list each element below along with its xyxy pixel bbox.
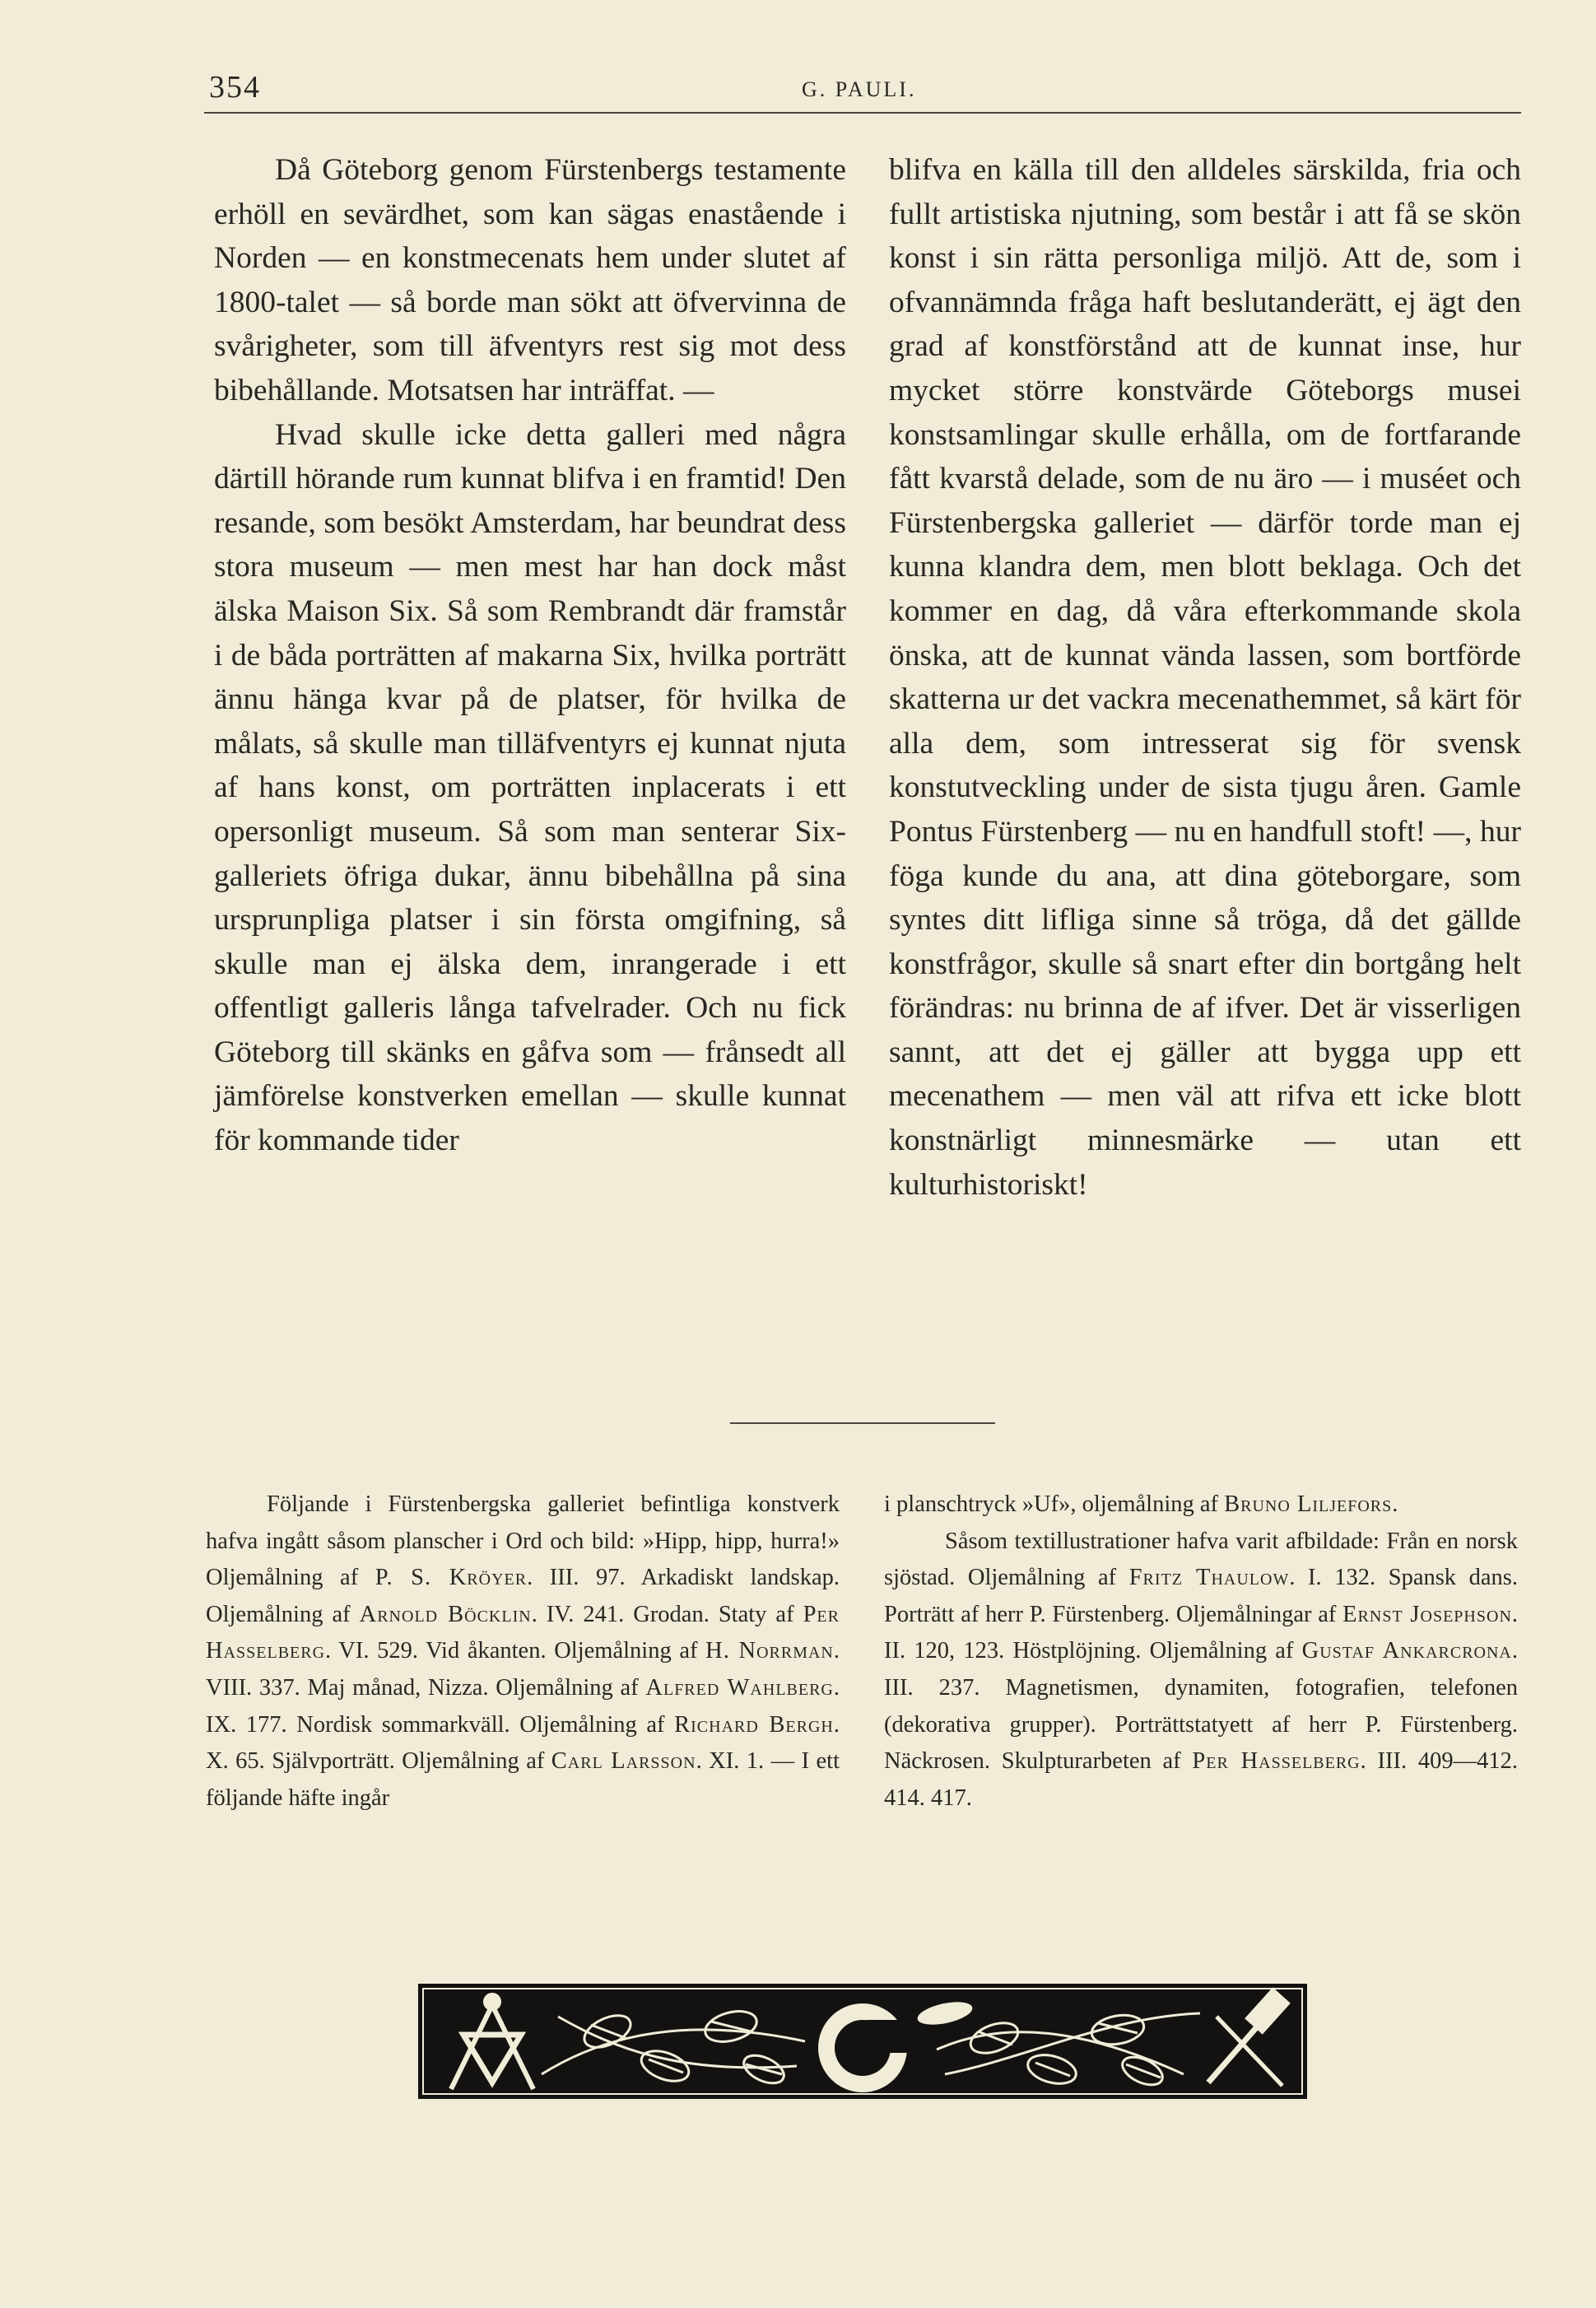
note-text: . III. 237. Magnetismen, dynamiten, fotografien, telefonen (dekorativa grupper). Porträttstatyett af herr P. Fürstenberg. Näckrosen. Skulpturarbeten af bbox=[884, 1638, 1518, 1775]
page-number: 354 bbox=[209, 70, 261, 105]
artist-name: Arnold Böcklin bbox=[359, 1601, 532, 1627]
artist-name: Bruno Liljefors bbox=[1224, 1491, 1393, 1517]
section-divider bbox=[730, 1422, 995, 1424]
artist-name: Carl Larsson bbox=[551, 1748, 696, 1775]
note-text: Följande i Fürstenbergska galleriet befintliga konstverk hafva ingått såsom planscher i Ord och bild: »Hipp, hipp, hurra!» Oljemålning af bbox=[206, 1491, 840, 1591]
artist-name: Per Hasselberg bbox=[206, 1601, 840, 1664]
page-header bbox=[204, 69, 1521, 119]
artist-name: Richard Bergh bbox=[674, 1711, 834, 1738]
note-text: i planschtryck »Uf», oljemålning af bbox=[884, 1491, 1225, 1517]
artist-name: Ernst Josephson bbox=[1342, 1601, 1512, 1627]
artist-name: Per Hasselberg bbox=[1192, 1748, 1361, 1775]
running-head: G. PAULI. bbox=[802, 77, 917, 101]
note-paragraph bbox=[884, 1487, 1518, 1524]
artist-name: Gustaf Ankarcrona bbox=[1301, 1638, 1512, 1664]
artist-name: Fritz Thaulow bbox=[1128, 1565, 1290, 1591]
note-paragraph bbox=[206, 1487, 840, 1817]
artist-name: P. S. Kröyer bbox=[375, 1565, 528, 1591]
header-rule bbox=[204, 112, 1521, 114]
artist-name: H. Norrman bbox=[705, 1638, 834, 1664]
note-text: Såsom textillustrationer hafva varit afbildade: Från en norsk sjöstad. Oljemålning af bbox=[884, 1528, 1518, 1591]
note-text: . X. 65. Självporträtt. Oljemålning af bbox=[206, 1711, 840, 1775]
body-paragraph: Hvad skulle icke detta galleri med några därtill hörande rum kunnat blifva i en framtid! Den resande, som besökt Amsterdam, har beundrat dess stora museum — men mest har han dock måst älska Maison Six. Så som Rembrandt där framstår i de båda porträtten af makarna Six, hvilka porträtt ännu hänga kvar på de platser, för hvilka de målats, så skulle man tilläfventyrs ej kunnat njuta af hans konst, om porträtten inplacerats i ett opersonligt museum. Så som man senterar Six-galleriets öfriga dukar, ännu bibehållna på sina ursprunpliga platser i sin första omgifning, så skulle man ej älska dem, inrangerade i ett offentligt galleris långa tafvelrader. Och nu fick Göteborg till skänks en gåfva som — frånsedt all jämförelse konstverken emellan — skulle kunnat för kommande tider bbox=[214, 417, 846, 1158]
note-text: . II. 120, 123. Höstplöjning. Oljemålning af bbox=[884, 1601, 1519, 1664]
decorative-vignette bbox=[418, 1984, 1307, 2099]
note-text: . IV. 241. Grodan. Staty af bbox=[531, 1601, 803, 1627]
note-text: . IX. 177. Nordisk sommarkväll. Oljemålning af bbox=[206, 1674, 840, 1738]
body-column-left bbox=[214, 148, 846, 1163]
note-text: . bbox=[1392, 1491, 1398, 1517]
note-text: . I. 132. Spansk dans. Porträtt af herr P. Fürstenberg. Oljemålningar af bbox=[884, 1565, 1519, 1627]
note-text: . III. 409—412. 414. 417. bbox=[884, 1748, 1518, 1811]
notes-column-left bbox=[206, 1487, 840, 1817]
note-text: . VIII. 337. Maj månad, Nizza. Oljemålning af bbox=[206, 1638, 840, 1701]
body-column-right bbox=[889, 148, 1521, 1207]
notes-column-right bbox=[884, 1487, 1518, 1817]
note-paragraph bbox=[884, 1524, 1518, 1817]
note-text: . XI. 1. — I ett följande häfte ingår bbox=[206, 1748, 840, 1811]
body-paragraph: blifva en källa till den alldeles särskilda, fria och fullt artistiska njutning, som består i att få se skön konst i sin rätta personliga miljö. Att de, som i ofvannämnda fråga haft beslutanderätt, ej ägt den grad af konstförstånd att de kunnat inse, hur mycket större konstvärde Göteborgs musei konstsamlingar skulle erhålla, om de fortfarande fått kvarstå delade, som de nu äro — i muséet och Fürstenbergska galleriet — därför torde man ej kunna klandra dem, men blott beklaga. Och det kommer en dag, då våra efterkommande skola önska, att de kunnat vända lassen, som bortförde skatterna ur det vackra mecenathemmet, så kärt för alla dem, som intresserat sig för svensk konstutveckling under de sista tjugu åren. Gamle Pontus Fürstenberg — nu en handfull stoft! —, hur föga kunde du ana, att dina göteborgare, som syntes ditt lifliga sinne så tröga, då det gällde konstfrågor, skulle så snart efter din bortgång helt förändras: nu brinna de af ifver. Det är visserligen sannt, att det ej gäller att bygga upp ett mecenathem — men väl att rifva ett icke blott konstnärligt minnesmärke — utan ett kulturhistoriskt! bbox=[889, 153, 1521, 1202]
note-text: . VI. 529. Vid åkanten. Oljemålning af bbox=[325, 1638, 706, 1664]
body-paragraph: Då Göteborg genom Fürstenbergs testamente erhöll en sevärdhet, som kan sägas enastående i Norden — en konstmecenats hem under slutet af 1800-talet — så borde man sökt att öfvervinna de svårigheter, som till äfventyrs rest sig mot dess bibehållande. Motsatsen har inträffat. — bbox=[214, 153, 846, 407]
artist-name: Alfred Wahlberg bbox=[645, 1674, 834, 1701]
note-text: . III. 97. Arkadiskt landskap. Oljemålning af bbox=[206, 1565, 840, 1627]
